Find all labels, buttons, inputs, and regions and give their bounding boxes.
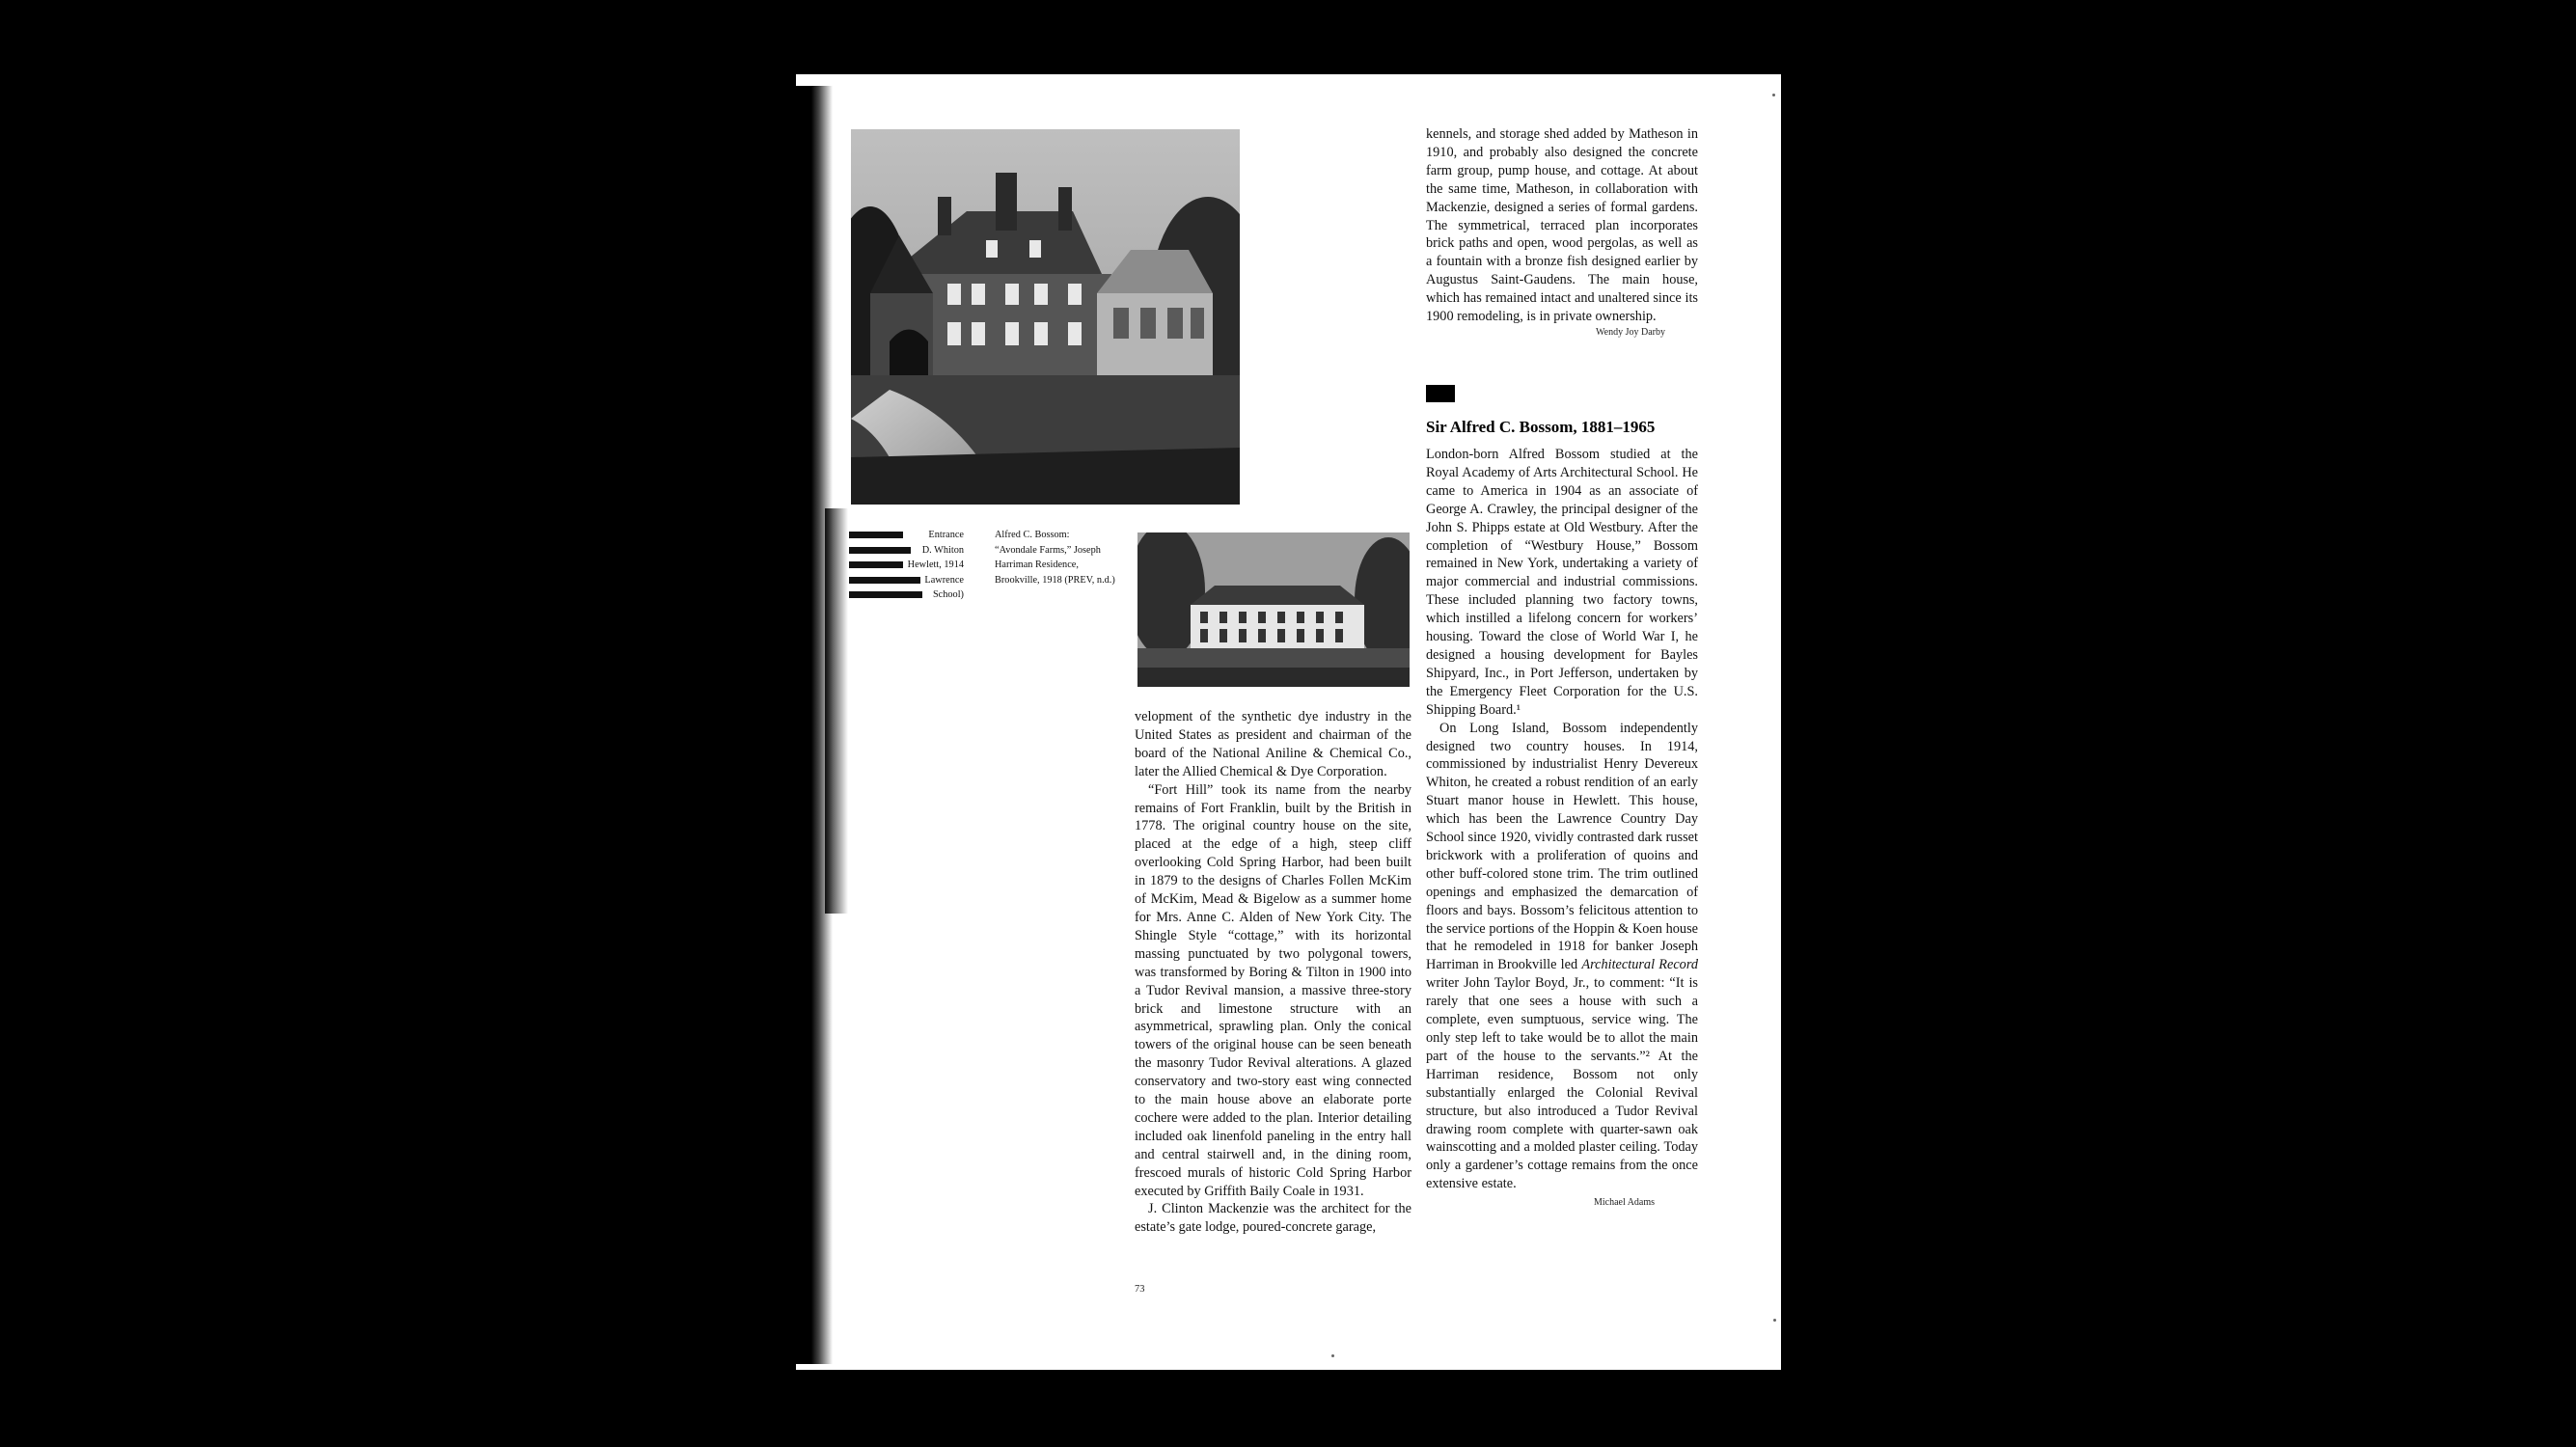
scan-speck [1772, 94, 1775, 96]
caption-avondale: Alfred C. Bossom: “Avondale Farms,” Joseph Harriman Residence, Brookville, 1918 (PREV, n.d.) [995, 530, 1115, 586]
paragraph: “Fort Hill” took its name from the nearby remains of Fort Franklin, built by the British in 1778. The original country house on the site, placed at the edge of a high, steep cliff overlooking Cold Spring Harbor, had been built in 1879 to the designs of Charles Follen McKim of McKim, Mead & Bigelow as a summer home for Mrs. Anne C. Alden of New York City. The Shingle Style “cottage,” with its horizontal massing punctuated by two polygonal towers, was transformed by Boring & Tilton in 1900 into a Tudor Revival mansion, a massive three-story brick and limestone structure with an asymmetrical, sprawling plan. Only the conical towers of the original house can be seen beneath the masonry Tudor Revival alterations. A glazed conservatory and two-story east wing connected to the main house above an elaborate porte cochere were added to the plan. Interior detailing included oak linenfold paneling in the entry hall and central stairwell and, in the dining room, frescoed murals of historic Cold Spring Harbor executed by Griffith Baily Coale in 1931. [1135, 781, 1411, 1199]
paragraph: velopment of the synthetic dye industry in the United States as president and chairman of the board of the National Aniline & Chemical Co., later the Allied Chemical & Dye Corporation. [1135, 709, 1411, 779]
caption-redaction [849, 547, 911, 554]
paragraph: J. Clinton Mackenzie was the architect for the estate’s gate lodge, poured-concrete garage, [1135, 1201, 1411, 1236]
page-number: 73 [1135, 1284, 1145, 1295]
section-heading: Sir Alfred C. Bossom, 1881–1965 [1426, 418, 1656, 436]
mansion-photograph [851, 129, 1240, 505]
scan-shadow-inner [825, 508, 848, 914]
scan-speck [1773, 1319, 1776, 1322]
paragraph: London-born Alfred Bossom studied at the Royal Academy of Arts Architectural School. He came to America in 1904 as an associate of George A. Crawley, the principal designer of the John S. Phipps estate at Old Westbury. After the completion of “Westbury House,” Bossom remained in New York, undertaking a variety of major commercial and industrial commissions. These included planning two factory towns, which instilled a lifelong concern for workers’ housing. Toward the close of World War I, he designed a housing development for Bayles Shipyard, Inc., in Port Jefferson, undertaken by the Emergency Fleet Corporation for the U.S. Shipping Board.¹ [1426, 447, 1698, 718]
caption-redaction [849, 532, 903, 538]
author-signature: Michael Adams [1594, 1197, 1656, 1208]
body-text-right-top [1426, 125, 1698, 326]
body-text-right-column [1426, 446, 1698, 1193]
caption-redaction [849, 561, 903, 568]
section-marker [1426, 385, 1455, 402]
scan-speck [1331, 1354, 1334, 1357]
caption-left: Entrance D. Whiton Hewlett, 1914 Lawrence School) [907, 530, 964, 600]
author-signature: Wendy Joy Darby [1596, 327, 1665, 338]
paragraph: On Long Island, Bossom independently designed two country houses. In 1914, commissioned by industrialist Henry Devereux Whiton, he created a robust rendition of an early Stuart manor house in Hewlett. This house, which has been the Lawrence Country Day School since 1920, vividly contrasted dark russet brickwork with a proliferation of quoins and other buff-colored stone trim. The trim outlined openings and emphasized the demarcation of floors and bays. Bossom’s felicitous attention to the service portions of the Hoppin & Koen house that he remodeled in 1918 for banker Joseph Harriman in Brookville led Architectural Record writer John Taylor Boyd, Jr., to comment: “It is rarely that one sees a house with such a complete, even sumptuous, service wing. The only step left to take would be to allot the main part of the house to the servants.”² At the Harriman residence, Bossom not only substantially enlarged the Colonial Revival structure, but also introduced a Tudor Revival drawing room complete with quarter-sawn oak wainscotting and a molded plaster ceiling. Today only a gardener’s cottage remains from the once extensive estate. [1426, 720, 1699, 1192]
paragraph: kennels, and storage shed added by Matheson in 1910, and probably also designed the concrete farm group, pump house, and cottage. At about the same time, Matheson, in collaboration with Mackenzie, designed a series of formal gardens. The symmetrical, terraced plan incorporates brick paths and open, wood pergolas, as well as a fountain with a bronze fish designed earlier by Augustus Saint-Gaudens. The main house, which has remained intact and unaltered since its 1900 remodeling, is in private ownership. [1426, 126, 1698, 325]
avondale-farms-photograph [1137, 532, 1410, 687]
document-page [796, 74, 1781, 1370]
publication-title: Architectural Record [1581, 957, 1699, 973]
body-text-middle-column [1135, 708, 1411, 1237]
